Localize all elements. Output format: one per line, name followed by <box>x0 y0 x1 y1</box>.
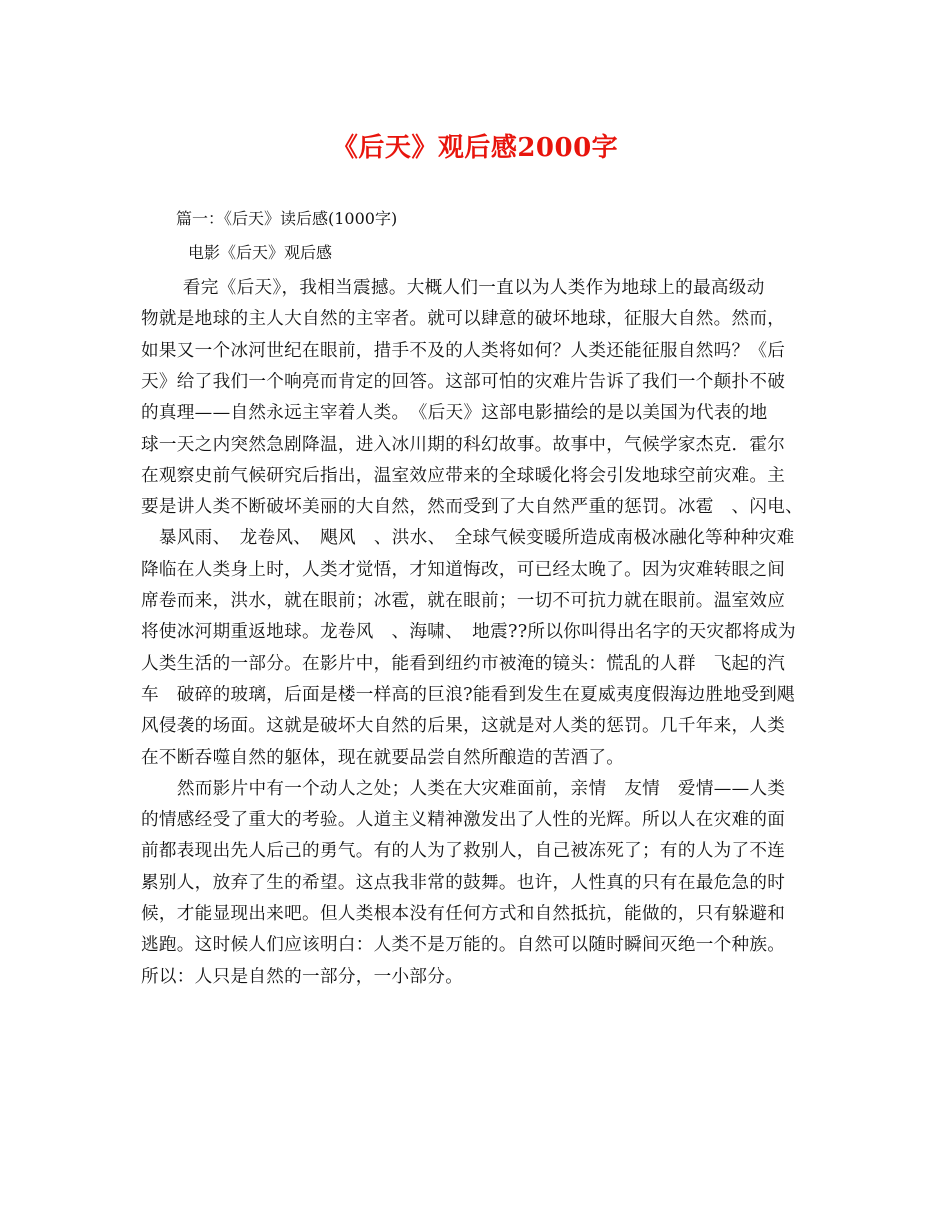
body-line: 降临在人类身上时，人类才觉悟，才知道悔改，可已经太晚了。因为灾难转眼之间 <box>141 559 786 580</box>
body-line: 的情感经受了重大的考验。人道主义精神激发出了人性的光辉。所以人在灾难的面 <box>141 810 786 831</box>
body-line: 如果又一个冰河世纪在眼前，措手不及的人类将如何？人类还能征服自然吗？《后 <box>141 340 786 361</box>
body-line: 暴风雨、 龙卷风、 飓风 、洪水、 全球气候变暖所造成南极冰融化等种种灾难 <box>141 528 795 549</box>
body-line: 席卷而来，洪水，就在眼前；冰雹，就在眼前；一切不可抗力就在眼前。温室效应 <box>141 591 786 611</box>
body-line: 球一天之内突然急剧降温，进入冰川期的科幻故事。故事中，气候学家杰克．霍尔 <box>141 434 786 455</box>
body-line: 的真理——自然永远主宰着人类。 《后天》这部电影描绘的是以美国为代表的地 <box>141 403 768 424</box>
body-line: 风侵袭的场面。这就是破坏大自然的后果，这就是对人类的惩罚。几千年来，人类 <box>141 716 786 737</box>
sub-heading: 电影《后天》观后感 <box>188 243 333 262</box>
body-line: 前都表现出先人后己的勇气。有的人为了救别人，自己被冻死了；有的人为了不连 <box>141 841 786 862</box>
body-line: 候，才能显现出来吧。但人类根本没有任何方式和自然抵抗，能做的，只有躲避和 <box>141 904 786 924</box>
body-line: 累别人，放弃了生的希望。这点我非常的鼓舞。也许，人性真的只有在最危急的时 <box>141 872 786 893</box>
body-line: 在不断吞噬自然的躯体，现在就要品尝自然所酿造的苦酒了。 <box>141 747 625 768</box>
document-title: 《后天》观后感2000字 <box>331 133 619 163</box>
body-line: 逃跑。这时候人们应该明白：人类不是万能的。自然可以随时瞬间灭绝一个种族。 <box>141 935 786 956</box>
body-line: 将使冰河期重返地球。龙卷风 、海啸、 地震??所以你叫得出名字的天灾都将成为 <box>141 622 796 643</box>
body-line: 天》给了我们一个响亮而肯定的回答。这部可怕的灾难片告诉了我们一个颠扑不破 <box>141 371 786 392</box>
body-line: 在观察史前气候研究后指出，温室效应带来的全球暖化将会引发地球空前灾难。主 <box>141 465 786 486</box>
section-heading: 篇一：《后天》读后感(1000字) <box>176 209 398 228</box>
body-line: 要是讲人类不断破坏美丽的大自然，然而受到了大自然严重的惩罚。冰雹 、闪电、 <box>141 497 804 518</box>
body-line: 车 破碎的玻璃，后面是楼一样高的巨浪?能看到发生在夏威夷度假海边胜地受到飓 <box>141 684 795 705</box>
body-line: 所以：人只是自然的一部分，一小部分。 <box>141 966 464 987</box>
body-line: 然而影片中有一个动人之处；人类在大灾难面前，亲情 友情 爱情——人类 <box>159 778 786 799</box>
body-line: 看完《后天》，我相当震撼。大概人们一直以为人类作为地球上的最高级动 <box>165 278 765 298</box>
body-line: 人类生活的一部分。在影片中，能看到纽约市被淹的镜头：慌乱的人群 飞起的汽 <box>141 653 786 674</box>
body-line: 物就是地球的主人大自然的主宰者。就可以肆意的破坏地球，征服大自然。然而， <box>141 309 786 330</box>
